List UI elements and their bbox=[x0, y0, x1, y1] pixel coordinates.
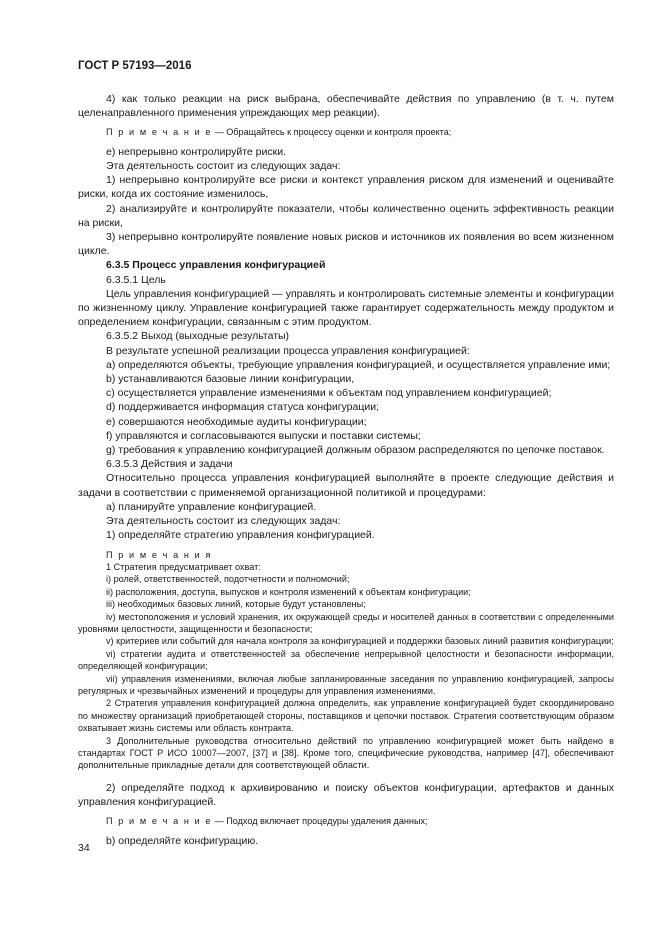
note-item: 2 Стратегия управления конфигурацией должна определить, как управление конфигурацией будет скоординировано по множеству организаций приобретающей стороны, поставщиков и цепочки поставок. Стратегия соответствующим образом охватывает жизнь системы или область контракта. bbox=[78, 698, 614, 734]
notes-label: П р и м е ч а н и я bbox=[106, 549, 212, 560]
list-item: а) определяются объекты, требующие управления конфигурацией, и осуществляется управление ими; bbox=[106, 358, 611, 371]
note-item: iii) необходимых базовых линий, которые будут установлены; bbox=[106, 599, 366, 610]
list-item: d) поддерживается информация статуса конфигурации; bbox=[106, 401, 379, 414]
paragraph: Эта деятельность состоит из следующих задач: bbox=[106, 515, 341, 528]
note-text: — Обращайтесь к процессу оценки и контроля проекта; bbox=[212, 127, 452, 138]
note-item: 1 Стратегия предусматривает охват: bbox=[106, 561, 261, 572]
list-item: b) устанавливаются базовые линии конфигурации, bbox=[106, 373, 355, 386]
note-item: iv) местоположения и условий хранения, их окружающей среды и носителей данных в соответствии с определенными уровнями целостности, защищенности и безопасности; bbox=[78, 611, 614, 634]
list-item: 1) определяйте стратегию управления конфигурацией. bbox=[106, 529, 375, 542]
note-label: П р и м е ч а н и е bbox=[106, 816, 213, 827]
list-item: е) совершаются необходимые аудиты конфигурации; bbox=[106, 415, 367, 428]
paragraph: 1) непрерывно контролируйте все риски и контекст управления риском для изменений и оценивайте риски, когда их состояние изменилось, bbox=[78, 174, 614, 201]
note-item: v) критериев или событий для начала контроля за конфигурацией и поддержки базовых линий развития конфигурации; bbox=[106, 636, 614, 647]
paragraph: Относительно процесса управления конфигурацией выполняйте в проекте следующие действия и задачи в соответствии с применяемой организационной политикой и процедурами: bbox=[78, 472, 614, 499]
note-label: П р и м е ч а н и е bbox=[106, 127, 213, 138]
section-heading: 6.3.5 Процесс управления конфигурацией bbox=[106, 259, 326, 272]
list-item: g) требования к управлению конфигурацией должным образом распределяются по цепочке поставок. bbox=[106, 444, 605, 457]
subsection-title: 6.3.5.3 Действия и задачи bbox=[106, 458, 233, 471]
paragraph: 3) непрерывно контролируйте появление новых рисков и источников их появления во всем жизненном цикле. bbox=[78, 231, 614, 258]
paragraph: е) непрерывно контролируйте риски. bbox=[106, 145, 286, 158]
note-item: vi) стратегии аудита и ответственностей за обеспечение непрерывной целостности и безопасности информации, определяющей конфигурации; bbox=[78, 648, 614, 672]
note bbox=[78, 126, 614, 138]
subsection-title: 6.3.5.1 Цель bbox=[106, 273, 166, 286]
paragraph: Эта деятельность состоит из следующих задач: bbox=[106, 160, 341, 173]
note bbox=[78, 815, 614, 827]
page-header: ГОСТ Р 57193—2016 bbox=[78, 60, 192, 72]
paragraph: 4) как только реакции на риск выбрана, обеспечивайте действия по управлению (в т. ч. путем целенаправленного применения упреждающих мер реакции). bbox=[78, 93, 614, 120]
page-body bbox=[78, 92, 614, 848]
subsection-title: 6.3.5.2 Выход (выходные результаты) bbox=[106, 330, 290, 343]
paragraph: Цель управления конфигурацией — управлять и контролировать системные элементы и конфигурации по жизненному циклу. Управление конфигурацией также гарантирует содержательность между продуктом и определением конфигурации, связанным с этим продуктом. bbox=[78, 287, 614, 329]
list-item: с) осуществляется управление изменениями к объектам под управлением конфигурацией; bbox=[106, 387, 552, 400]
list-item: а) планируйте управление конфигурацией. bbox=[106, 500, 317, 513]
paragraph: 2) анализируйте и контролируйте показатели, чтобы количественно оценить эффективность реакции на риски, bbox=[78, 202, 614, 229]
note-item: vii) управления изменениями, включая любые запланированные заседания по управлению конфигурацией, запросы регулярных и чрезвычайных изменений и процедуры для управления изменениями. bbox=[78, 673, 614, 696]
note-item: i) ролей, ответственностей, подотчетности и полномочий; bbox=[106, 574, 350, 585]
list-item: 2) определяйте подход к архивированию и поиску объектов конфигурации, артефактов и данных управления конфигурацией. bbox=[78, 781, 614, 809]
note-item: ii) расположения, доступа, выпусков и контроля изменений к объектам конфигурации; bbox=[106, 586, 471, 597]
note-item: 3 Дополнительные руководства относительно действий по управлению конфигурацией может быть найдено в стандартах ГОСТ Р ИСО 10007—2007, [37] и [38]. Кроме того, специфические руководства, например [47], обеспечивают дополнительные прикладные детали для соответствующей области. bbox=[78, 735, 614, 771]
page-number: 34 bbox=[78, 842, 90, 854]
paragraph: В результате успешной реализации процесса управления конфигурацией: bbox=[106, 344, 470, 357]
note-text: — Подход включает процедуры удаления данных; bbox=[212, 816, 428, 827]
list-item: b) определяйте конфигурацию. bbox=[106, 834, 259, 847]
list-item: f) управляются и согласовываются выпуски и поставки системы; bbox=[106, 429, 421, 442]
